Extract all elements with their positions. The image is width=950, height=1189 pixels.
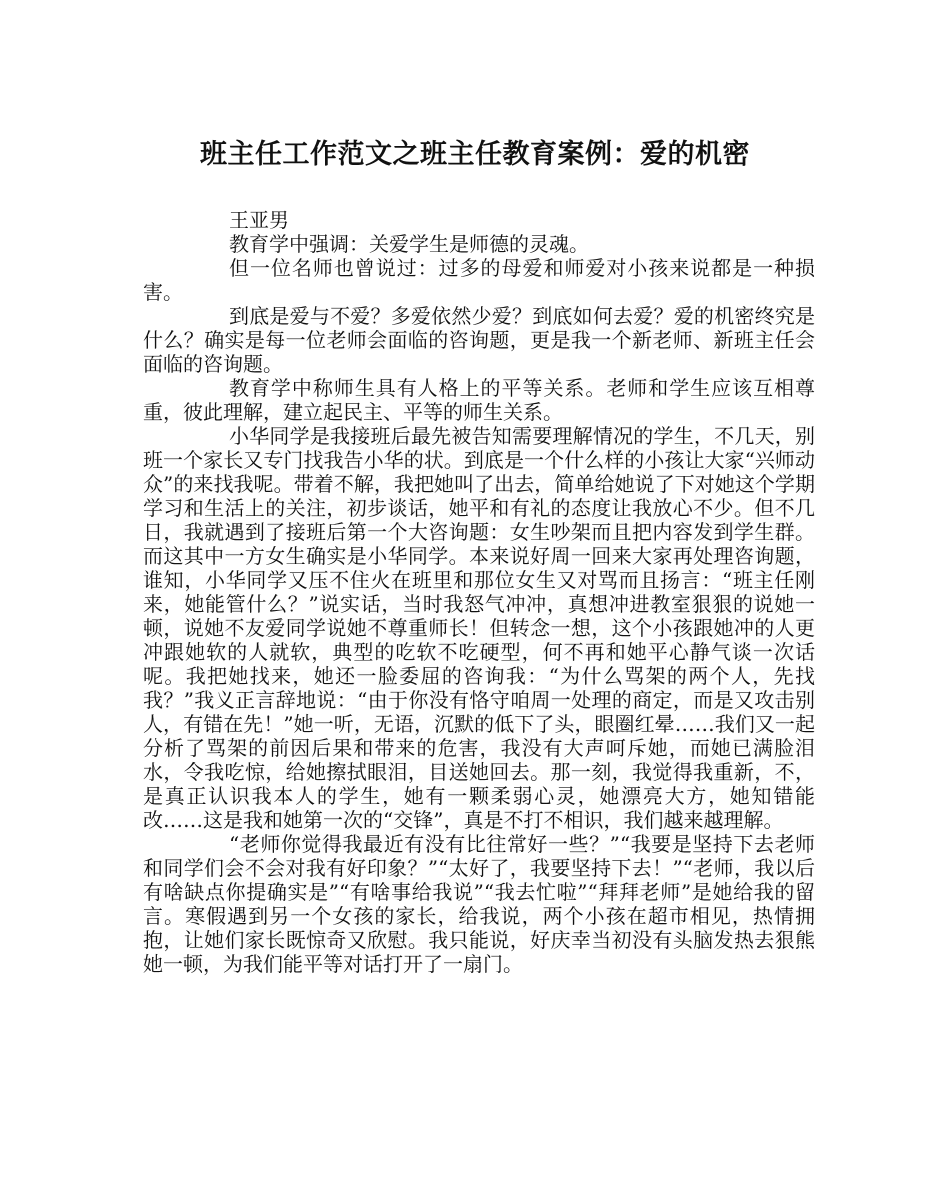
author-line: 王亚男	[229, 208, 289, 232]
paragraph: 教育学中称师生具有人格上的平等关系。老师和学生应该互相尊重，彼此理解，建立起民主、平等的师生关系。	[143, 376, 815, 424]
paragraph: 但一位名师也曾说过：过多的母爱和师爱对小孩来说都是一种损害。	[143, 256, 815, 304]
paragraph: “老师你觉得我最近有没有比往常好一些？”“我要是坚持下去老师和同学们会不会对我有好印象？”“太好了，我要坚持下去！”“老师，我以后有啥缺点你提确实是”“有啥事给我说”“我去忙啦”“拜拜老师”是她给我的留言。寒假遇到另一个女孩的家长，给我说，两个小孩在超市相见，热情拥抱，让她们家长既惊奇又欣慰。我只能说，好庆幸当初没有头脑发热去狠熊她一顿，为我们能平等对话打开了一扇门。	[143, 832, 815, 976]
document-title: 班主任工作范文之班主任教育案例：爱的机密	[200, 139, 750, 170]
paragraph: 教育学中强调：关爱学生是师德的灵魂。	[229, 232, 589, 256]
paragraph: 小华同学是我接班后最先被告知需要理解情况的学生，不几天，别班一个家长又专门找我告小华的状。到底是一个什么样的小孩让大家“兴师动众”的来找我呢。带着不解，我把她叫了出去，简单给她说了下对她这个学期学习和生活上的关注，初步谈话，她平和有礼的态度让我放心不少。但不几日，我就遇到了接班后第一个大咨询题：女生吵架而且把内容发到学生群。而这其中一方女生确实是小华同学。本来说好周一回来大家再处理咨询题，谁知，小华同学又压不住火在班里和那位女生又对骂而且扬言：“班主任刚来，她能管什么？”说实话，当时我怒气冲冲，真想冲进教室狠狠的说她一顿，说她不友爱同学说她不尊重师长！但转念一想，这个小孩跟她冲的人更冲跟她软的人就软，典型的吃软不吃硬型，何不再和她平心静气谈一次话呢。我把她找来，她还一脸委屈的咨询我：“为什么骂架的两个人，先找我？”我义正言辞地说：“由于你没有恪守咱周一处理的商定，而是又攻击别人，有错在先！”她一听，无语，沉默的低下了头，眼圈红晕……我们又一起分析了骂架的前因后果和带来的危害，我没有大声呵斥她，而她已满脸泪水，令我吃惊，给她擦拭眼泪，目送她回去。那一刻，我觉得我重新，不，是真正认识我本人的学生，她有一颗柔弱心灵，她漂亮大方，她知错能改……这是我和她第一次的“交锋”，真是不打不相识，我们越来越理解。	[143, 424, 815, 832]
paragraph: 到底是爱与不爱？多爱依然少爱？到底如何去爱？爱的机密终究是什么？确实是每一位老师会面临的咨询题，更是我一个新老师、新班主任会面临的咨询题。	[143, 304, 815, 376]
document-body	[143, 208, 815, 976]
